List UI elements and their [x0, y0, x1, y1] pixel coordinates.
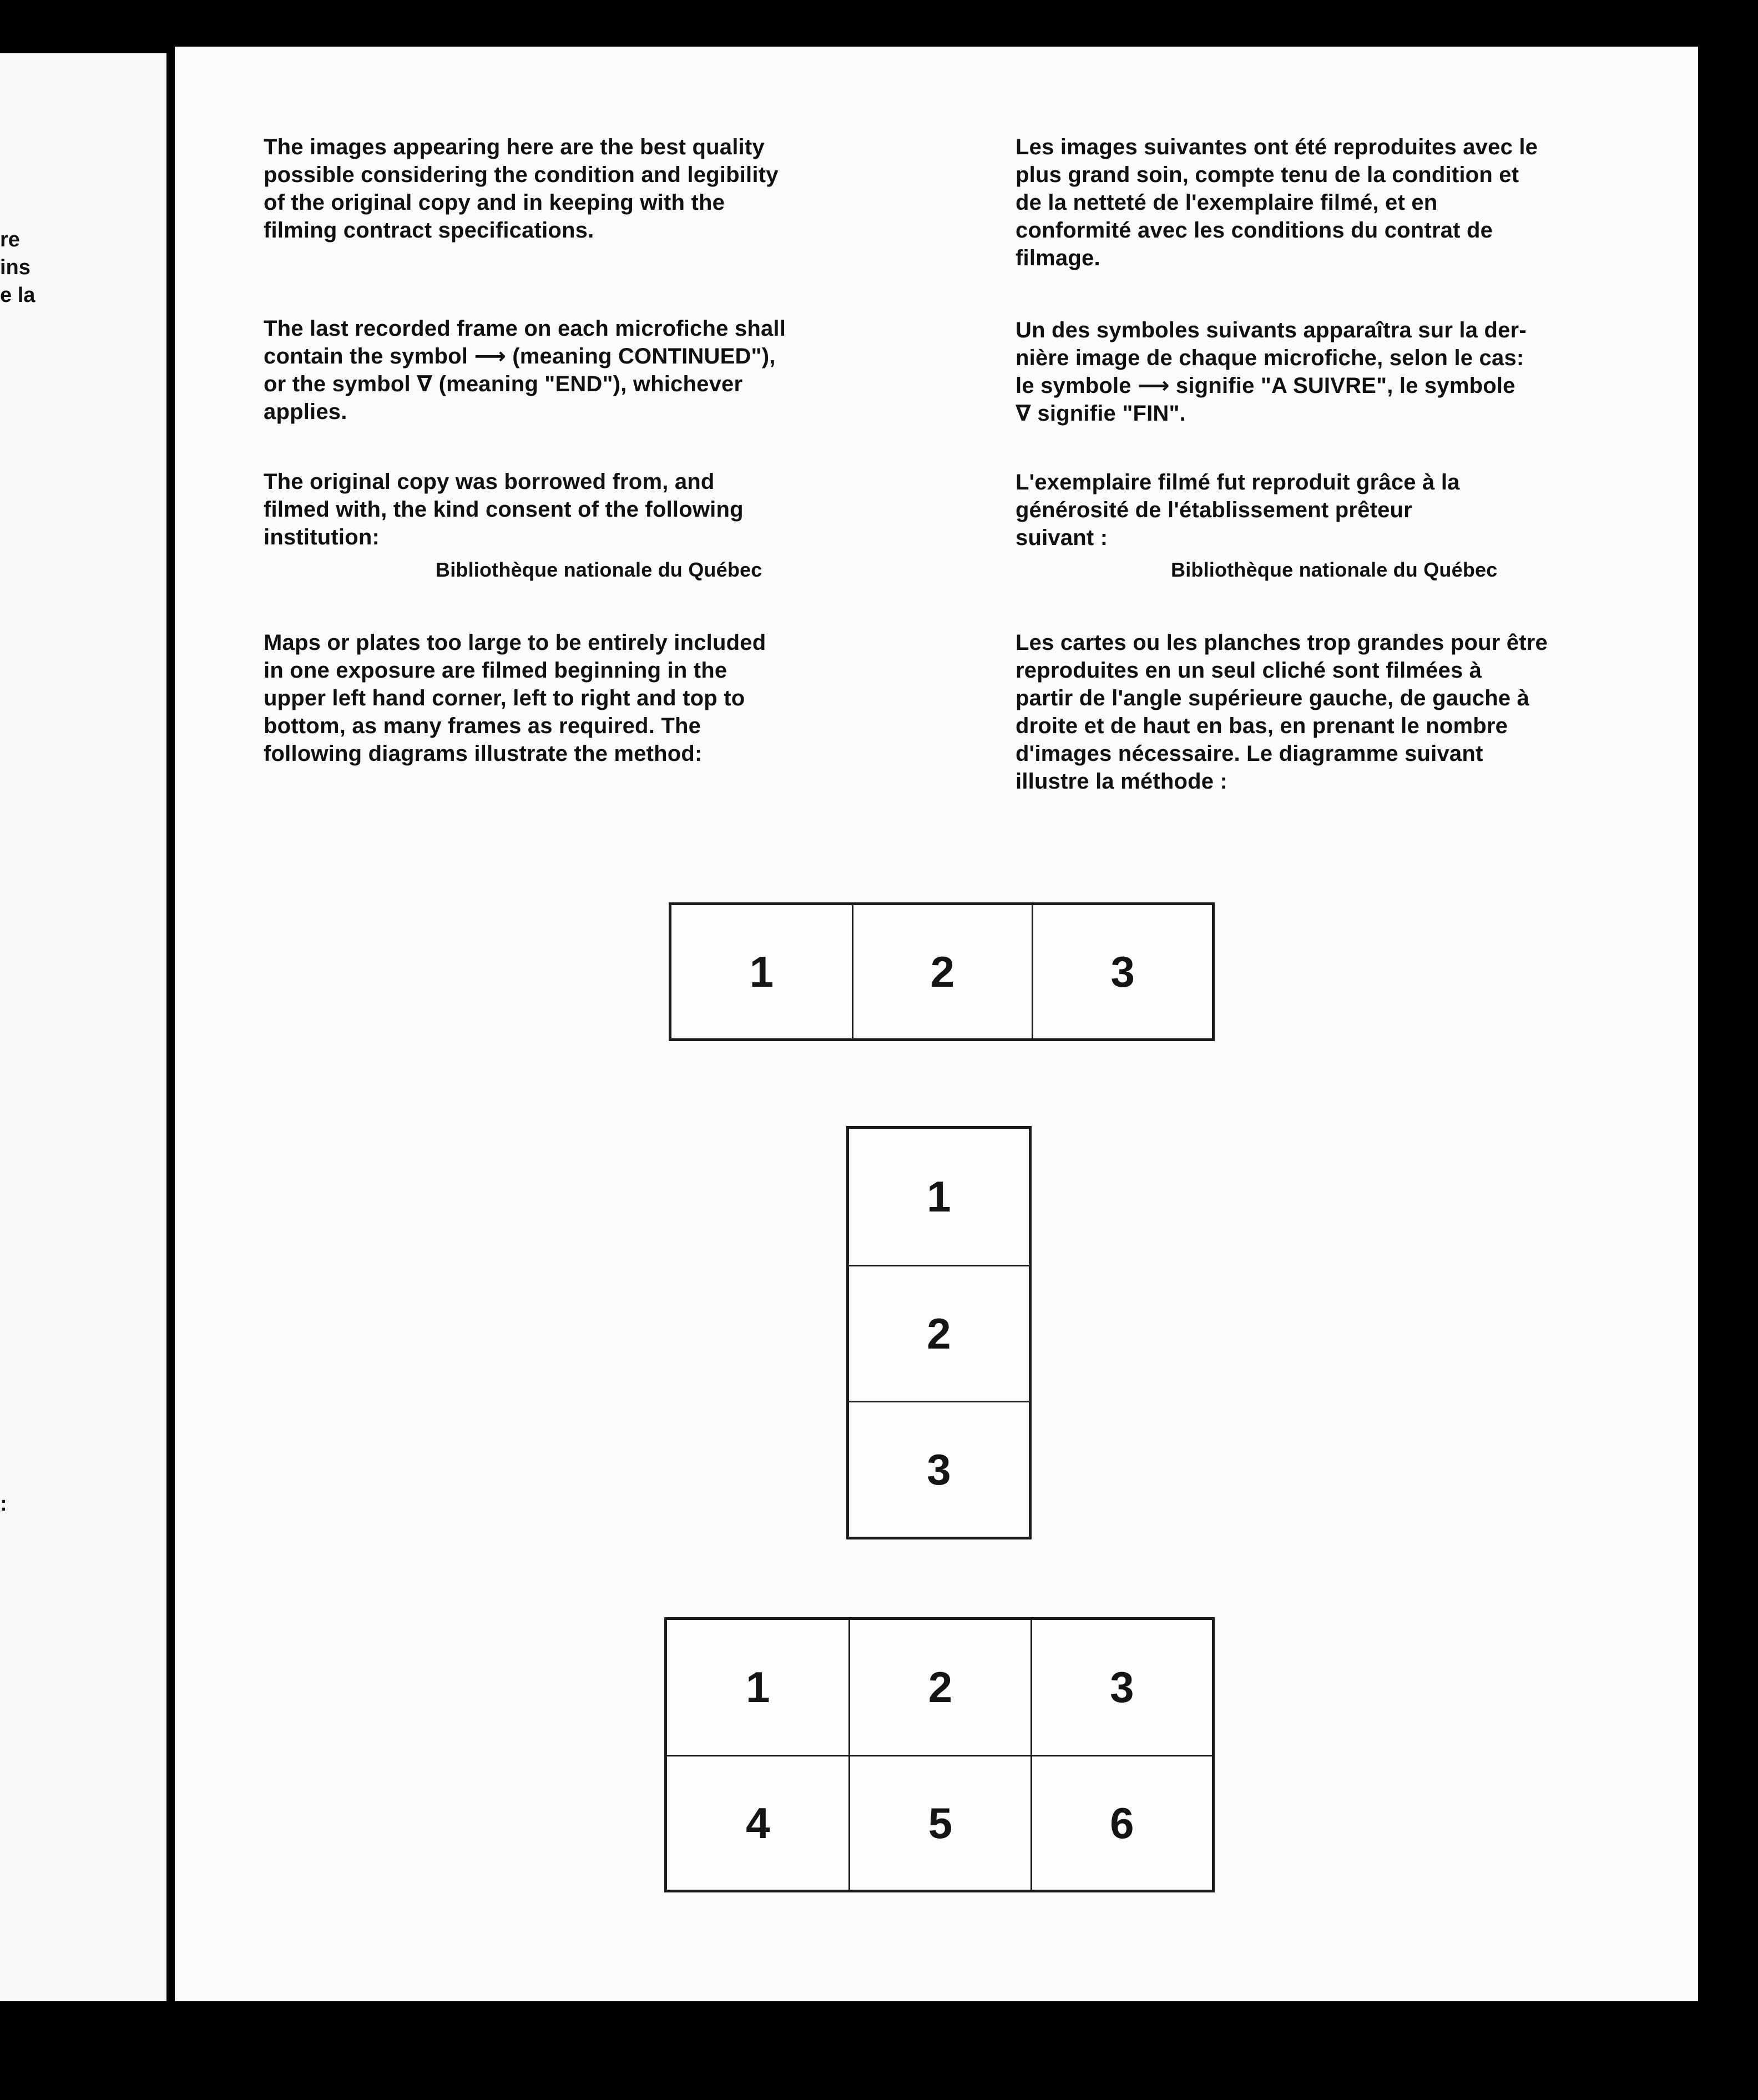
text-line: plus grand soin, compte tenu de la condition et: [1016, 163, 1519, 187]
text-line: or the symbol ∇ (meaning "END"), whichever: [264, 372, 743, 396]
text-line: d'images nécessaire. Le diagramme suivant: [1016, 741, 1483, 766]
text-line: contain the symbol ⟶ (meaning CONTINUED"),: [264, 344, 776, 368]
text-line: de la netteté de l'exemplaire filmé, et en: [1016, 190, 1438, 215]
previous-page-fragment: :: [0, 1492, 7, 1516]
text-line: reproduites en un seul cliché sont filmées à: [1016, 658, 1482, 683]
frame-cell: 3: [1030, 1620, 1212, 1755]
text-line: possible considering the condition and legibility: [264, 163, 779, 187]
frame-cell: 6: [1030, 1755, 1212, 1890]
french-quality-paragraph: [1016, 133, 1631, 272]
previous-page-fragment: ins: [0, 256, 31, 279]
text-line: in one exposure are filmed beginning in the: [264, 658, 728, 683]
frame-cell: 2: [849, 1265, 1029, 1401]
frame-cell: 2: [852, 905, 1032, 1038]
text-line: illustre la méthode :: [1016, 769, 1228, 794]
french-institution-name: Bibliothèque nationale du Québec: [1171, 558, 1498, 581]
text-line: institution:: [264, 525, 380, 549]
text-line: partir de l'angle supérieure gauche, de gauche à: [1016, 686, 1530, 710]
text-line: le symbole ⟶ signifie "A SUIVRE", le symbole: [1016, 373, 1515, 398]
english-maps-paragraph: [264, 629, 880, 768]
text-line: filming contract specifications.: [264, 218, 594, 243]
text-line: filmed with, the kind consent of the following: [264, 497, 744, 522]
text-line: ∇ signifie "FIN".: [1016, 401, 1186, 426]
text-line: nière image de chaque microfiche, selon le cas:: [1016, 346, 1524, 370]
french-institution-paragraph: [1016, 468, 1631, 552]
french-symbol-paragraph: [1016, 316, 1631, 427]
text-line: filmage.: [1016, 246, 1100, 270]
frame-cell: 1: [745, 1663, 770, 1712]
text-line: upper left hand corner, left to right and top to: [264, 686, 745, 710]
text-line: suivant :: [1016, 526, 1108, 550]
english-institution-name: Bibliothèque nationale du Québec: [436, 558, 762, 581]
frame-cell: 1: [927, 1172, 951, 1221]
frame-cell: 2: [848, 1620, 1030, 1755]
english-institution-paragraph: [264, 468, 880, 551]
text-line: conformité avec les conditions du contrat de: [1016, 218, 1493, 243]
text-line: L'exemplaire filmé fut reproduit grâce à la: [1016, 470, 1460, 494]
column-frames-diagram: [846, 1126, 1032, 1539]
frame-cell: 3: [849, 1401, 1029, 1537]
text-line: générosité de l'établissement prêteur: [1016, 498, 1412, 522]
text-line: of the original copy and in keeping with the: [264, 190, 725, 215]
document-page: [175, 47, 1698, 2001]
text-line: applies.: [264, 400, 347, 424]
english-symbol-paragraph: [264, 315, 880, 426]
grid-frames-diagram: [664, 1617, 1215, 1892]
frame-cell: 4: [667, 1755, 848, 1890]
text-line: Un des symboles suivants apparaîtra sur la der-: [1016, 318, 1527, 342]
text-line: The original copy was borrowed from, and: [264, 470, 715, 494]
text-line: following diagrams illustrate the method:: [264, 741, 703, 766]
previous-page-fragment: re: [0, 228, 20, 251]
frame-cell: 5: [848, 1755, 1030, 1890]
text-line: Maps or plates too large to be entirely included: [264, 630, 766, 655]
text-line: Les images suivantes ont été reproduites avec le: [1016, 135, 1538, 159]
text-line: bottom, as many frames as required. The: [264, 714, 701, 738]
text-line: The last recorded frame on each microfiche shall: [264, 316, 786, 341]
previous-page-fragment: e la: [0, 284, 36, 307]
text-line: droite et de haut en bas, en prenant le nombre: [1016, 714, 1508, 738]
frame-cell: 1: [749, 947, 774, 996]
row-frames-diagram: [669, 902, 1215, 1041]
french-maps-paragraph: [1016, 629, 1631, 795]
english-quality-paragraph: [264, 133, 880, 244]
text-line: The images appearing here are the best quality: [264, 135, 765, 159]
text-line: Les cartes ou les planches trop grandes pour être: [1016, 630, 1548, 655]
frame-cell: 3: [1032, 905, 1212, 1038]
previous-page-strip: [0, 53, 166, 2001]
